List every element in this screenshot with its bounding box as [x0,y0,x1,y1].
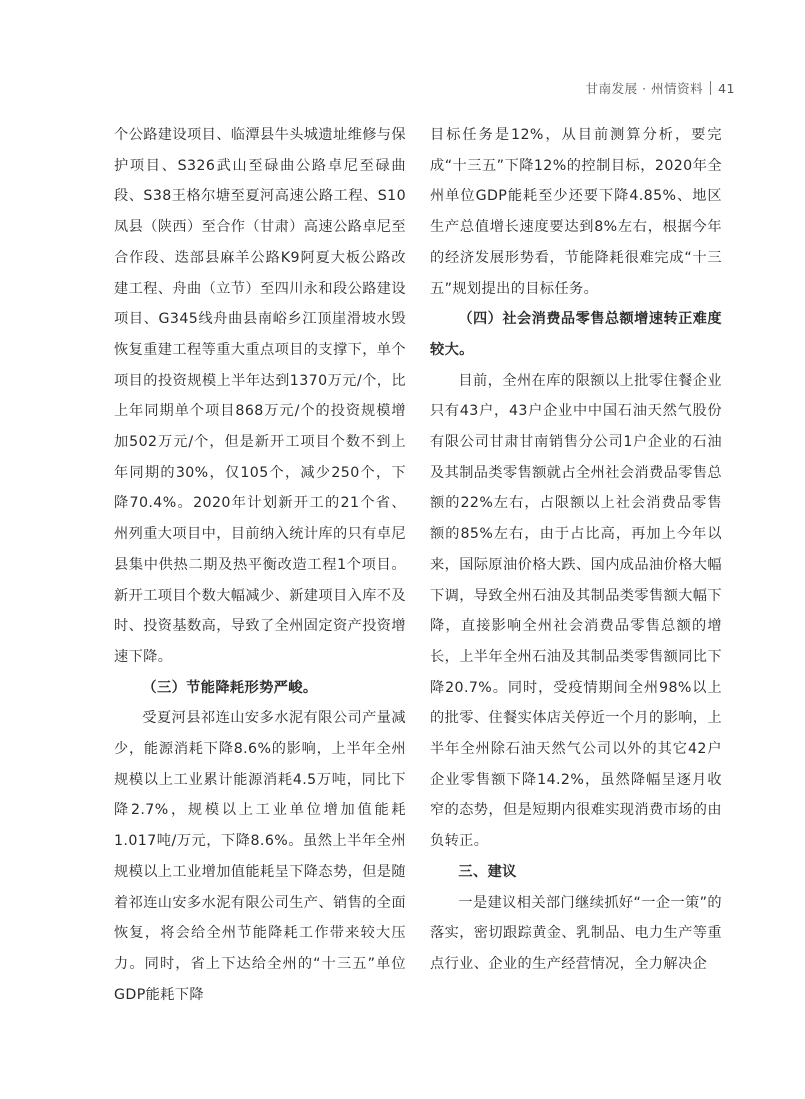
paragraph: 受夏河县祁连山安多水泥有限公司产量减少，能源消耗下降8.6%的影响，上半年全州规模以上工业累计能源消耗4.5万吨，同比下降2.7%，规模以上工业单位增加值能耗1.017吨/万元，下降8.6%。虽然上半年全州规模以上工业增加值能耗呈下降态势，但是随着祁连山安多水泥有限公司生产、销售的全面恢复，将会给全州节能降耗工作带来较大压力。同时，省上下达给全州的“十三五”单位GDP能耗下降 [114,710,406,1003]
section-heading: （三）节能降耗形势严峻。 [142,679,318,696]
paragraph: 目标任务是12%，从目前测算分析，要完成“十三五”下降12%的控制目标，2020年全州单位GDP能耗至少还要下降4.85%、地区生产总值增长速度要达到8%左右，根据今年的经济发展形势看，节能降耗很难完成“十三五”规划提出的目标任务。 [430,127,722,297]
page-header [586,79,735,97]
left-column [114,120,406,1010]
right-column [430,120,722,980]
header-divider [710,81,711,95]
section-heading: 三、建议 [458,863,517,880]
paragraph: 一是建议相关部门继续抓好“一企一策”的落实，密切跟踪黄金、乳制品、电力生产等重点行业、企业的生产经营情况，全力解决企 [430,894,722,972]
paragraph: 个公路建设项目、临潭县牛头城遗址维修与保护项目、S326武山至碌曲公路卓尼至碌曲段、S38王格尔塘至夏河高速公路工程、S10凤县（陕西）至合作（甘肃）高速公路卓尼至合作段、迭部县麻羊公路K9阿夏大板公路改建工程、舟曲（立节）至四川永和段公路建设项目、G345线舟曲县南峪乡江顶崖滑坡水毁恢复重建工程等重大重点项目的支撑下，单个项目的投资规模上半年达到1370万元/个，比上年同期单个项目868万元/个的投资规模增加502万元/个，但是新开工项目个数不到上年同期的30%，仅105个，减少250个，下降70.4%。2020年计划新开工的21个省、州列重大项目中，目前纳入统计库的只有卓尼县集中供热二期及热平衡改造工程1个项目。新开工项目个数大幅减少、新建项目入库不及时、投资基数高，导致了全州固定资产投资增速下降。 [114,127,406,665]
page-number: 41 [718,80,735,96]
section-heading: （四）社会消费品零售总额增速转正难度较大。 [430,311,722,358]
publication-title: 甘南发展 · 州情资料 [585,81,704,96]
paragraph: 目前，全州在库的限额以上批零住餐企业只有43户，43户企业中中国石油天然气股份有限公司甘肃甘南销售分公司1户企业的石油及其制品类零售额就占全州社会消费品零售总额的22%左右，占限额以上社会消费品零售额的85%左右，由于占比高，再加上今年以来，国际原油价格大跌、国内成品油价格大幅下调，导致全州石油及其制品类零售额大幅下降，直接影响全州社会消费品零售总额的增长，上半年全州石油及其制品类零售额同比下降20.7%。同时，受疫情期间全州98%以上的批零、住餐实体店关停近一个月的影响，上半年全州除石油天然气公司以外的其它42户企业零售额下降14.2%，虽然降幅呈逐月收窄的态势，但是短期内很难实现消费市场的由负转正。 [430,372,722,850]
